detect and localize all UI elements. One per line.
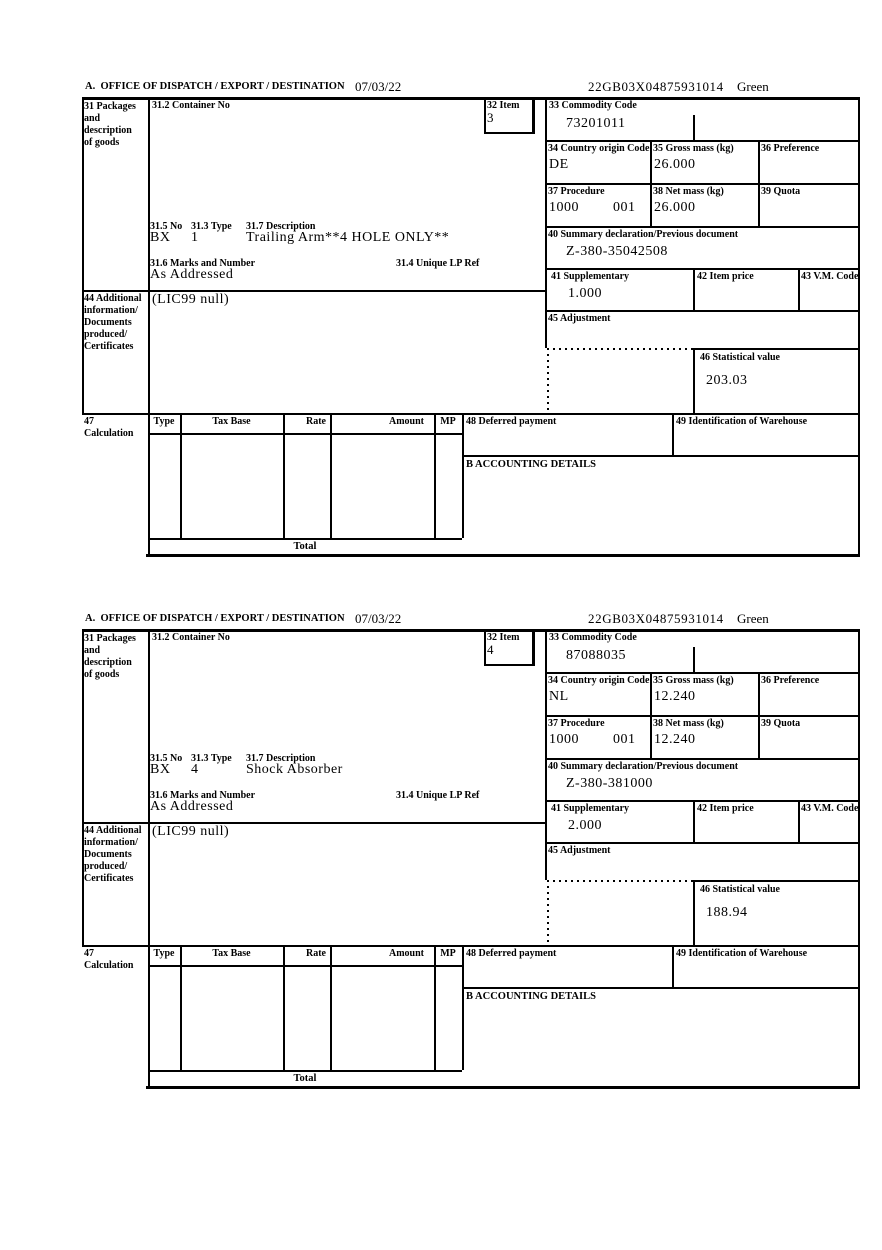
net-mass-value: 26.000 (654, 200, 696, 215)
office-of-dispatch-label: A. OFFICE OF DISPATCH / EXPORT / DESTINATION (85, 81, 345, 92)
box32-label: 32 Item (487, 100, 520, 111)
rule (283, 945, 285, 1070)
box33-label: 33 Commodity Code (549, 100, 637, 111)
box45-label: 45 Adjustment (548, 313, 611, 324)
rule (798, 268, 800, 310)
box31-4-label: 31.4 Unique LP Ref (396, 790, 480, 801)
box37-label: 37 Procedure (548, 718, 605, 729)
mrn-number: 22GB03X04875931014 (588, 79, 724, 94)
box31-2-label: 31.2 Container No (152, 632, 230, 643)
previous-document-value: Z-380-381000 (566, 776, 653, 791)
routing-status: Green (737, 611, 769, 626)
box40-label: 40 Summary declaration/Previous document (548, 761, 739, 772)
commodity-code-value: 73201011 (566, 116, 626, 131)
total-label: Total (293, 541, 317, 552)
box41-label: 41 Supplementary (551, 803, 630, 814)
box31-5-label: 31.5 No (150, 753, 183, 764)
accounting-details-label: B ACCOUNTING DETAILS (466, 459, 596, 470)
box34-label: 34 Country origin Code (548, 675, 650, 686)
rule (545, 97, 547, 348)
col-rate-header: Rate (306, 948, 326, 959)
box31-7-label: 31.7 Description (246, 753, 316, 764)
box35-label: 35 Gross mass (kg) (653, 675, 734, 686)
col-amount-header: Amount (388, 948, 424, 959)
dotted-rule (547, 348, 693, 350)
rule (484, 629, 486, 664)
statistical-value: 188.94 (706, 905, 748, 920)
rule (545, 310, 860, 312)
procedure-value: 1000 (549, 732, 579, 747)
box49-label: 49 Identification of Warehouse (676, 948, 808, 959)
rule (693, 647, 695, 672)
sad-item-form (82, 97, 860, 557)
declaration-item-section (0, 0, 882, 570)
marks-value: As Addressed (150, 799, 234, 814)
rule (545, 268, 860, 270)
supplementary-value: 2.000 (568, 818, 602, 833)
country-origin-value: NL (549, 689, 569, 704)
item-number-value: 4 (487, 642, 494, 657)
office-of-dispatch-label: A. OFFICE OF DISPATCH / EXPORT / DESTINATION (85, 613, 345, 624)
dotted-rule (547, 880, 693, 882)
item-number-value: 3 (487, 110, 494, 125)
marks-value: As Addressed (150, 267, 234, 282)
commodity-code-value: 87088035 (566, 648, 626, 663)
rule (330, 413, 332, 538)
box41-label: 41 Supplementary (551, 271, 630, 282)
box36-label: 36 Preference (761, 143, 820, 154)
rule (146, 1086, 860, 1089)
rule (693, 800, 695, 842)
rule (180, 413, 182, 538)
box31-6-label: 31.6 Marks and Number (150, 790, 256, 801)
additional-info-value: (LIC99 null) (152, 824, 230, 839)
procedure-suffix-value: 001 (613, 732, 636, 747)
accounting-details-label: B ACCOUNTING DETAILS (466, 991, 596, 1002)
rule (148, 1070, 462, 1072)
box31-6-label: 31.6 Marks and Number (150, 258, 256, 269)
procedure-value: 1000 (549, 200, 579, 215)
box44-label: 44 Additional information/ Documents produced/ Certificates (84, 825, 142, 884)
rule (650, 672, 652, 758)
col-tax-base-header: Tax Base (212, 416, 251, 427)
rule (545, 629, 547, 880)
col-amount-header: Amount (388, 416, 424, 427)
rule (693, 268, 695, 310)
rule (330, 945, 332, 1070)
procedure-suffix-value: 001 (613, 200, 636, 215)
rule (148, 629, 150, 1087)
net-mass-value: 12.240 (654, 732, 696, 747)
country-origin-value: DE (549, 157, 569, 172)
box35-label: 35 Gross mass (kg) (653, 143, 734, 154)
box31-2-label: 31.2 Container No (152, 100, 230, 111)
rule (545, 226, 860, 228)
dotted-rule (547, 880, 549, 945)
gross-mass-value: 26.000 (654, 157, 696, 172)
rule (693, 348, 695, 413)
box46-label: 46 Statistical value (700, 884, 780, 895)
dispatch-date: 07/03/22 (355, 611, 402, 626)
dispatch-date: 07/03/22 (355, 79, 402, 94)
rule (858, 629, 860, 1089)
col-mp-header: MP (440, 948, 456, 959)
box32-label: 32 Item (487, 632, 520, 643)
box48-label: 48 Deferred payment (466, 416, 557, 427)
rule (283, 413, 285, 538)
rule (462, 413, 464, 538)
rule (148, 433, 462, 435)
box42-label: 42 Item price (697, 803, 754, 814)
packages-no-value: BX (150, 230, 171, 245)
rule (545, 842, 860, 844)
rule (545, 800, 860, 802)
rule (434, 945, 436, 1070)
col-type-header: Type (153, 948, 175, 959)
rule (484, 664, 535, 666)
previous-document-value: Z-380-35042508 (566, 244, 668, 259)
rule (758, 672, 760, 758)
box31-label: 31 Packages and description of goods (84, 101, 136, 148)
box49-label: 49 Identification of Warehouse (676, 416, 808, 427)
mrn-number: 22GB03X04875931014 (588, 611, 724, 626)
rule (693, 880, 860, 882)
rule (484, 132, 535, 134)
col-tax-base-header: Tax Base (212, 948, 251, 959)
box40-label: 40 Summary declaration/Previous document (548, 229, 739, 240)
rule (532, 97, 535, 133)
box43-label: 43 V.M. Code (801, 271, 859, 282)
packages-type-value: 4 (191, 762, 199, 777)
rule (672, 945, 674, 987)
box37-label: 37 Procedure (548, 186, 605, 197)
gross-mass-value: 12.240 (654, 689, 696, 704)
packages-type-value: 1 (191, 230, 199, 245)
box48-label: 48 Deferred payment (466, 948, 557, 959)
box47-label: 47 Calculation (84, 416, 134, 439)
box31-7-label: 31.7 Description (246, 221, 316, 232)
statistical-value: 203.03 (706, 373, 748, 388)
sad-item-form (82, 629, 860, 1089)
packages-no-value: BX (150, 762, 171, 777)
rule (462, 455, 860, 457)
rule (462, 987, 860, 989)
rule (545, 183, 860, 185)
rule (758, 140, 760, 226)
rule (532, 629, 535, 665)
routing-status: Green (737, 79, 769, 94)
box31-3-label: 31.3 Type (191, 753, 232, 764)
rule (545, 715, 860, 717)
rule (434, 413, 436, 538)
total-label: Total (293, 1073, 317, 1084)
box45-label: 45 Adjustment (548, 845, 611, 856)
rule (545, 140, 860, 142)
box38-label: 38 Net mass (kg) (653, 718, 724, 729)
rule (545, 672, 860, 674)
box31-label: 31 Packages and description of goods (84, 633, 136, 680)
rule (148, 97, 150, 555)
box44-label: 44 Additional information/ Documents produced/ Certificates (84, 293, 142, 352)
declaration-item-section (0, 532, 882, 1102)
rule (82, 413, 860, 415)
rule (858, 97, 860, 557)
supplementary-value: 1.000 (568, 286, 602, 301)
col-type-header: Type (153, 416, 175, 427)
box38-label: 38 Net mass (kg) (653, 186, 724, 197)
rule (672, 413, 674, 455)
rule (693, 880, 695, 945)
rule (545, 758, 860, 760)
rule (650, 140, 652, 226)
rule (82, 945, 860, 947)
col-mp-header: MP (440, 416, 456, 427)
box43-label: 43 V.M. Code (801, 803, 859, 814)
rule (693, 115, 695, 140)
box36-label: 36 Preference (761, 675, 820, 686)
box33-label: 33 Commodity Code (549, 632, 637, 643)
goods-description-value: Shock Absorber (246, 762, 343, 777)
box47-label: 47 Calculation (84, 948, 134, 971)
box31-3-label: 31.3 Type (191, 221, 232, 232)
box31-4-label: 31.4 Unique LP Ref (396, 258, 480, 269)
rule (798, 800, 800, 842)
rule (693, 348, 860, 350)
col-rate-header: Rate (306, 416, 326, 427)
box46-label: 46 Statistical value (700, 352, 780, 363)
box39-label: 39 Quota (761, 718, 801, 729)
additional-info-value: (LIC99 null) (152, 292, 230, 307)
goods-description-value: Trailing Arm**4 HOLE ONLY** (246, 230, 450, 245)
dotted-rule (547, 348, 549, 413)
box39-label: 39 Quota (761, 186, 801, 197)
box34-label: 34 Country origin Code (548, 143, 650, 154)
box42-label: 42 Item price (697, 271, 754, 282)
rule (462, 945, 464, 1070)
box31-5-label: 31.5 No (150, 221, 183, 232)
rule (180, 945, 182, 1070)
rule (148, 965, 462, 967)
rule (484, 97, 486, 132)
